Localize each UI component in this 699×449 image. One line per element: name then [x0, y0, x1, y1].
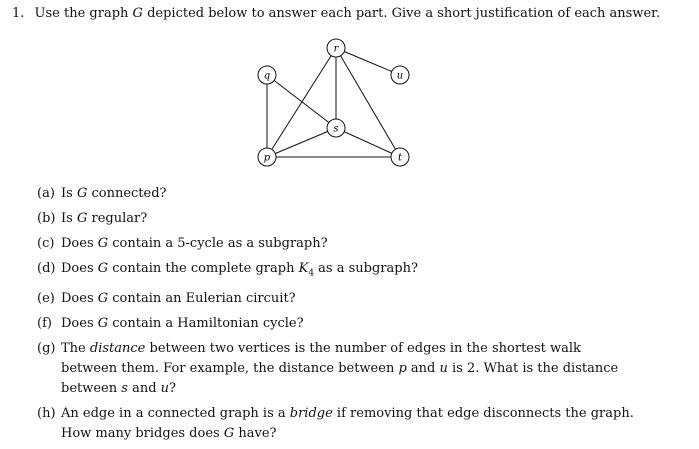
vertex-r [327, 39, 345, 57]
part-g [37, 339, 637, 399]
vertex-label-r: r [333, 43, 339, 55]
text-segment: Does [61, 261, 98, 276]
part-text [61, 339, 637, 399]
text-segment: and [127, 380, 161, 396]
part-text [61, 234, 637, 254]
problem-number: 1. [12, 6, 25, 21]
part-label: (d) [37, 261, 56, 276]
text-segment: Does [61, 315, 98, 331]
graph-edges [267, 48, 400, 157]
part-a [37, 184, 637, 204]
edge-p-s [267, 128, 336, 157]
part-c [37, 234, 637, 254]
vertex-s [327, 119, 345, 137]
text-segment: The [61, 340, 90, 356]
intro-text-pre: Use the graph [34, 6, 129, 21]
part-text [61, 404, 637, 444]
math-var: s [121, 380, 128, 396]
part-label: (c) [37, 236, 55, 251]
text-segment: contain an Eulerian circuit? [108, 290, 296, 306]
text-segment: contain a 5-cycle as a subgraph? [108, 236, 328, 251]
math-var: G [97, 315, 109, 331]
math-var: G [97, 290, 109, 306]
text-segment: Is [61, 211, 77, 226]
part-text [61, 289, 637, 309]
vertex-label-q: q [263, 70, 271, 82]
text-segment: ? [169, 380, 177, 396]
text-segment: as a subgraph? [314, 261, 418, 276]
math-var: G [76, 186, 88, 201]
part-text [61, 314, 637, 334]
emphasis-term: bridge [289, 405, 333, 421]
vertex-label-t: t [397, 152, 403, 164]
text-segment: and [406, 360, 440, 376]
math-var: G [223, 425, 235, 441]
part-h [37, 404, 637, 444]
part-text [61, 209, 637, 229]
text-segment: contain a Hamiltonian cycle? [108, 315, 304, 331]
intro-graph-var: G [132, 6, 143, 21]
part-e [37, 289, 637, 309]
question-parts [37, 184, 637, 449]
edge-q-s [267, 75, 336, 128]
edge-r-t [336, 48, 400, 157]
part-label: (g) [37, 340, 56, 356]
vertex-p [258, 148, 276, 166]
math-subscript: 4 [308, 268, 315, 279]
text-segment: have? [234, 425, 277, 441]
vertex-label-u: u [396, 70, 404, 82]
edge-p-r [267, 48, 339, 157]
text-segment: Does [61, 236, 98, 251]
emphasis-term: distance [89, 340, 146, 356]
edge-s-t [336, 128, 400, 157]
math-var: K [298, 261, 309, 276]
part-text [61, 184, 637, 204]
edge-r-u [336, 48, 400, 75]
text-segment: if removing that edge disconnects the graph. How many bridges does [61, 405, 634, 441]
graph-vertices [258, 39, 409, 166]
part-label: (a) [37, 186, 55, 201]
text-segment: Does [61, 290, 98, 306]
part-label: (h) [37, 405, 56, 421]
vertex-u [391, 66, 409, 84]
text-segment: Is [61, 186, 77, 201]
text-segment: is 2. What is the distance between [61, 360, 619, 396]
vertex-q [258, 66, 276, 84]
text-segment: connected? [87, 186, 167, 201]
vertex-label-p: p [263, 152, 271, 164]
vertex-t [391, 148, 409, 166]
part-b [37, 209, 637, 229]
math-var: u [439, 360, 448, 376]
vertex-label-s: s [333, 123, 339, 135]
part-label: (b) [37, 211, 56, 226]
part-f [37, 314, 637, 334]
math-var: p [398, 360, 407, 376]
intro-text-post: depicted below to answer each part. Give a short justification of each answer. [147, 6, 661, 21]
part-d [37, 259, 637, 284]
math-var: G [97, 236, 109, 251]
text-segment: contain the complete graph [108, 261, 299, 276]
graph-figure [0, 0, 699, 175]
text-segment: An edge in a connected graph is a [61, 405, 290, 421]
text-segment: regular? [87, 211, 148, 226]
part-text [61, 259, 637, 284]
math-var: G [97, 261, 109, 276]
part-label: (e) [37, 290, 55, 306]
text-segment: between two vertices is the number of edges in the shortest walk between them. For example, the distance between [61, 340, 581, 376]
math-var: G [76, 211, 88, 226]
part-label: (f) [37, 315, 52, 331]
math-var: u [160, 380, 170, 396]
